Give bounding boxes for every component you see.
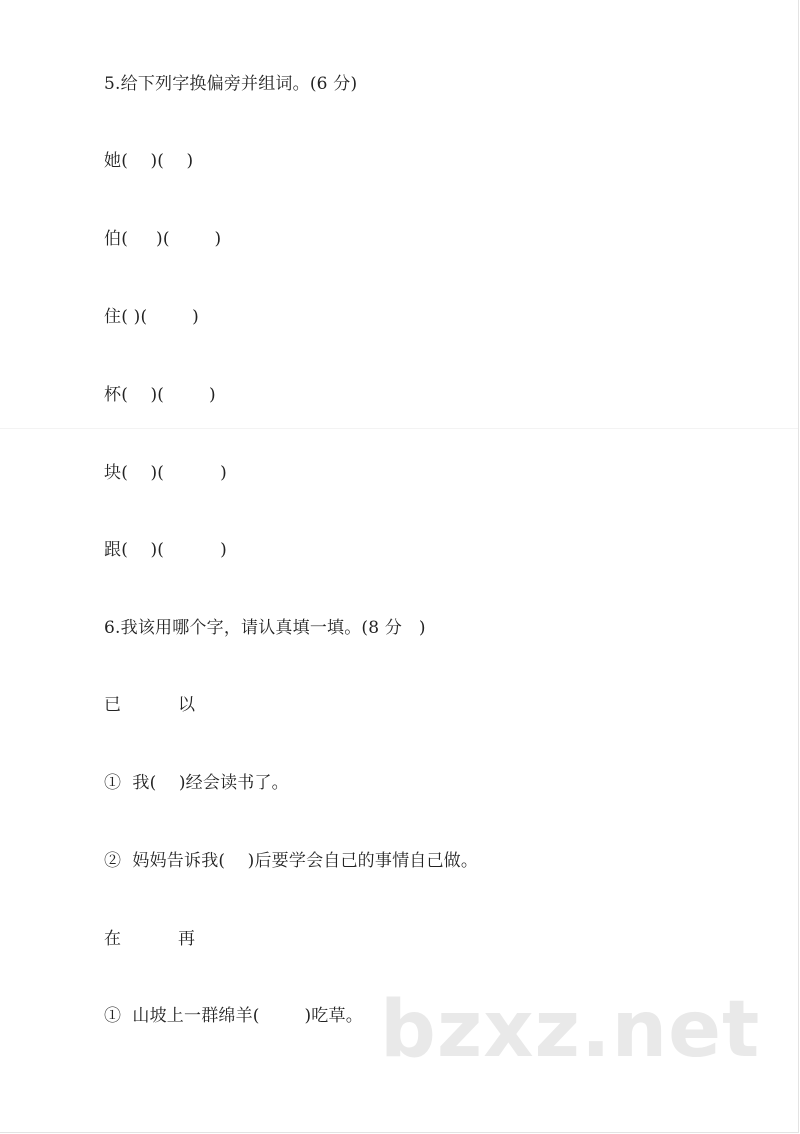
question-5-item-2: 伯( )( ) xyxy=(104,229,222,249)
question-5-item-1: 她( )( ) xyxy=(104,151,194,171)
question-6-title: 6.我该用哪个字，请认真填一填。(8 分 ) xyxy=(104,618,426,638)
watermark: bzxz.net xyxy=(380,985,761,1075)
choice-char-zai-2: 再 xyxy=(178,929,195,949)
choice-char-yi-2: 以 xyxy=(178,695,195,715)
question-5-item-4: 杯( )( ) xyxy=(104,385,216,405)
question-5-item-3: 住( )( ) xyxy=(104,307,199,327)
question-6-sentence-1: ① 我( )经会读书了。 xyxy=(104,773,289,793)
question-6-sentence-2: ② 妈妈告诉我( )后要学会自己的事情自己做。 xyxy=(104,851,479,871)
question-6-sentence-3: ① 山坡上一群绵羊( )吃草。 xyxy=(104,1006,363,1026)
choice-char-yi-1: 已 xyxy=(104,695,121,715)
choice-char-zai-1: 在 xyxy=(104,929,121,949)
question-5-item-5: 块( )( ) xyxy=(104,463,227,483)
page-fold-line xyxy=(0,428,798,429)
question-5-title: 5.给下列字换偏旁并组词。(6 分) xyxy=(104,74,358,94)
question-5-item-6: 跟( )( ) xyxy=(104,540,227,560)
